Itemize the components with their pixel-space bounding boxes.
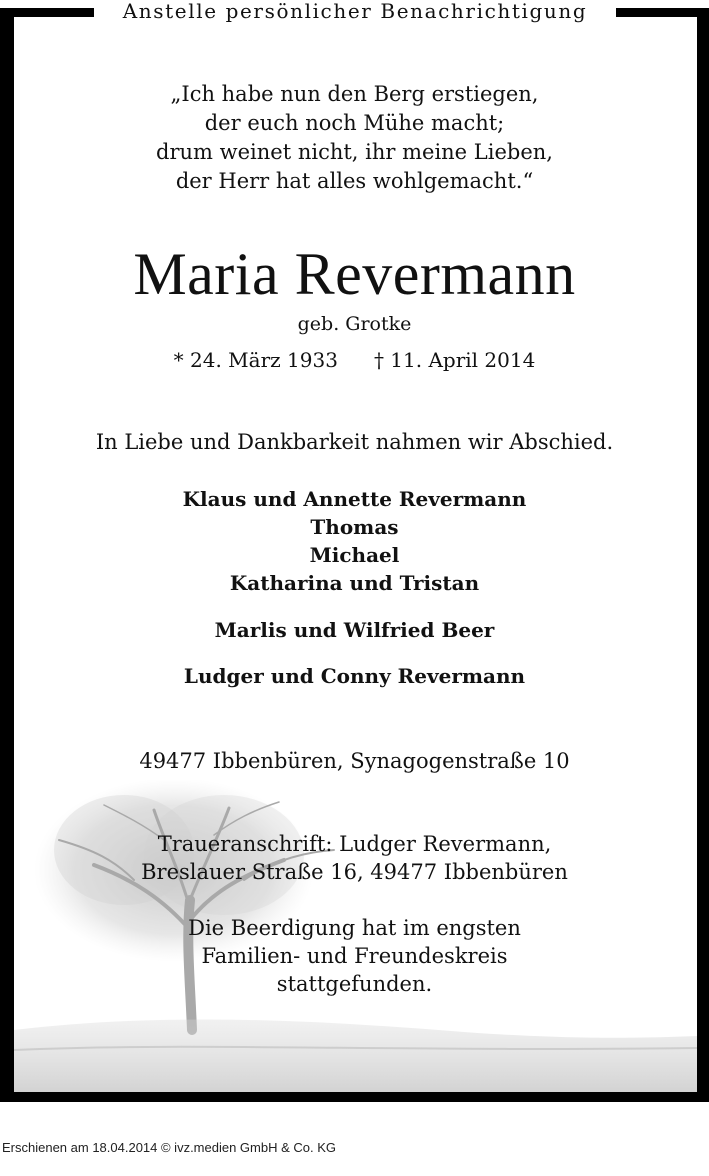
funeral-note-line: stattgefunden. [276, 972, 433, 996]
mourning-address-line: Traueranschrift: Ludger Revermann, [157, 832, 552, 856]
family-member: Thomas [310, 515, 399, 539]
poem-line: drum weinet nicht, ihr meine Lieben, [156, 140, 553, 164]
publication-footer: Erschienen am 18.04.2014 © ivz.medien GmbH & Co. KG [2, 1140, 337, 1155]
mourning-address [0, 830, 709, 886]
family-group-2: Marlis und Wilfried Beer [214, 618, 495, 642]
deceased-name: Maria Revermann [133, 241, 576, 307]
family-group-1 [0, 485, 709, 597]
notice-header: Anstelle persönlicher Benachrichtigung [94, 0, 616, 24]
funeral-note [0, 914, 709, 998]
family-group-3: Ludger und Conny Revermann [183, 664, 526, 688]
poem-line: der euch noch Mühe macht; [204, 111, 505, 135]
funeral-note-line: Die Beerdigung hat im engsten [188, 916, 521, 940]
poem-line: „Ich habe nun den Berg erstiegen, [170, 82, 539, 106]
mourning-address-line: Breslauer Straße 16, 49477 Ibbenbüren [141, 860, 568, 884]
poem [0, 80, 709, 196]
family-member: Michael [309, 543, 400, 567]
poem-line: der Herr hat alles wohlgemacht.“ [175, 169, 534, 193]
header-rule-left [0, 8, 94, 17]
birth-date: * 24. März 1933 [173, 348, 338, 372]
farewell-text: In Liebe und Dankbarkeit nahmen wir Abschied. [95, 430, 614, 454]
header-rule-right [616, 8, 709, 17]
death-date: † 11. April 2014 [373, 348, 536, 372]
life-dates [0, 346, 709, 374]
home-address: 49477 Ibbenbüren, Synagogenstraße 10 [139, 749, 570, 773]
family-member: Klaus und Annette Revermann [182, 487, 527, 511]
funeral-note-line: Familien- und Freundeskreis [201, 944, 508, 968]
family-member: Katharina und Tristan [229, 571, 480, 595]
maiden-name: geb. Grotke [297, 313, 412, 335]
